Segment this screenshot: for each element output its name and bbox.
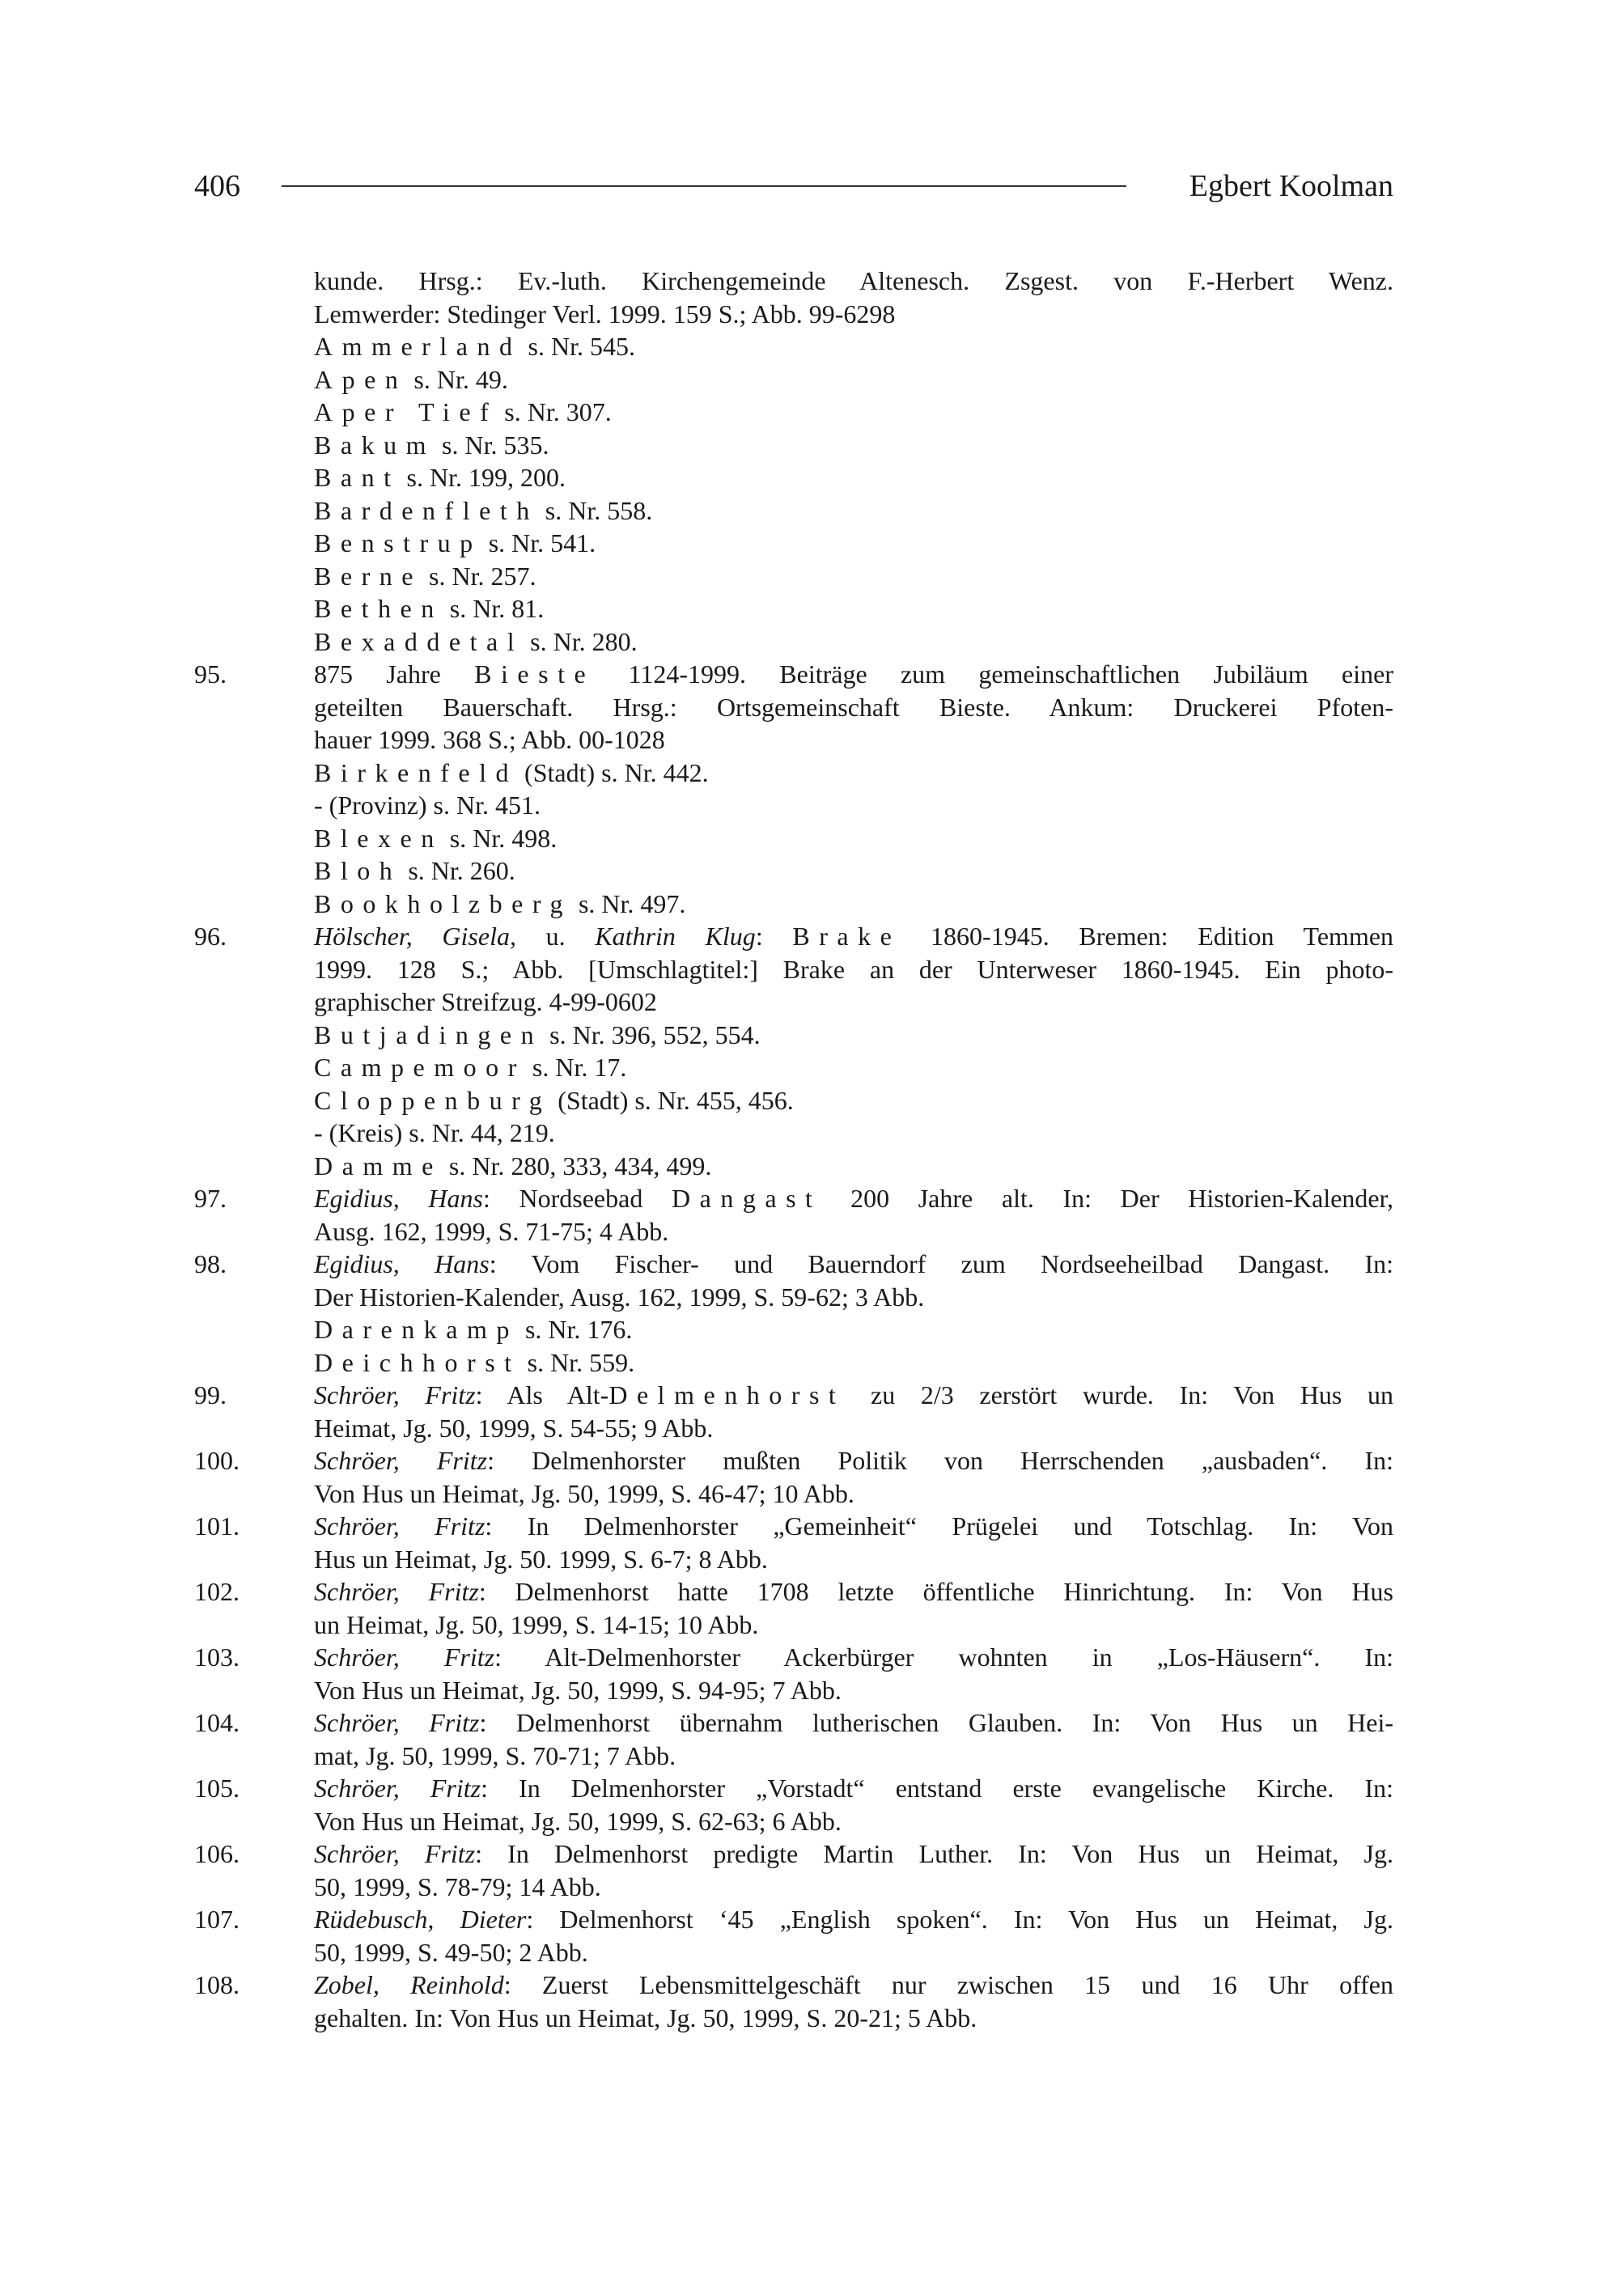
entry-number: 100. — [194, 1446, 240, 1475]
entry-line-numbered — [194, 1706, 1393, 1740]
entry-number: 101. — [194, 1511, 240, 1541]
entry-line — [194, 494, 1393, 528]
author-name: Schröer, Fritz — [314, 1642, 495, 1672]
text-segment: Von Hus un Heimat, Jg. 50, 1999, S. 46-47; 10 Abb. — [314, 1478, 854, 1508]
place-keyword: Cloppenburg — [314, 1085, 552, 1115]
entry-line — [194, 1871, 1393, 1904]
text-segment: : In Delmenhorst predigte Martin Luther. In: Von Hus un Heimat, Jg. — [475, 1839, 1394, 1868]
place-keyword: Delmenhorst — [608, 1380, 846, 1409]
entry-text — [314, 494, 1393, 528]
text-segment: s. Nr. 257. — [422, 561, 536, 591]
text-segment: Heimat, Jg. 50, 1999, S. 54-55; 9 Abb. — [314, 1413, 714, 1443]
entry-number: 98. — [194, 1249, 227, 1278]
entry-text — [314, 2002, 1393, 2035]
entry-text — [314, 920, 1393, 953]
place-keyword: Brake — [792, 922, 901, 951]
entry-text — [314, 1969, 1393, 2002]
place-keyword: Damme — [314, 1151, 443, 1180]
entry-line — [194, 2002, 1393, 2035]
text-segment: s. Nr. 176. — [518, 1315, 633, 1344]
text-segment: - (Provinz) s. Nr. 451. — [314, 790, 541, 820]
text-segment: 875 Jahre — [314, 659, 475, 689]
place-keyword: Blexen — [314, 823, 443, 853]
entry-line-numbered — [194, 1903, 1393, 1936]
place-keyword: Berne — [314, 561, 423, 591]
author-name: Schröer, Fritz — [314, 1839, 476, 1868]
entry-line — [194, 1215, 1393, 1248]
place-keyword: Aper Tief — [314, 397, 498, 426]
entry-text — [314, 822, 1393, 855]
entry-text — [314, 658, 1393, 691]
entry-number: 106. — [194, 1839, 240, 1868]
text-segment: gehalten. In: Von Hus un Heimat, Jg. 50, 1999, S. 20-21; 5 Abb. — [314, 2003, 977, 2032]
text-segment: s. Nr. 260. — [401, 856, 515, 885]
text-segment: Der Historien-Kalender, Ausg. 162, 1999, S. 59-62; 3 Abb. — [314, 1282, 925, 1312]
entry-text — [314, 592, 1393, 625]
text-segment: s. Nr. 199, 200. — [400, 463, 566, 492]
text-segment: hauer 1999. 368 S.; Abb. 00-1028 — [314, 725, 665, 754]
entry-line — [194, 888, 1393, 921]
entry-text — [314, 757, 1393, 790]
place-keyword: Bethen — [314, 594, 443, 623]
entry-line — [194, 429, 1393, 462]
entry-text — [314, 1412, 1393, 1445]
header-rule — [282, 185, 1126, 187]
text-segment: s. Nr. 558. — [538, 495, 653, 525]
text-segment: : — [755, 922, 793, 951]
text-segment: s. Nr. 17. — [525, 1053, 627, 1082]
text-segment: 1124-1999. Beiträge zum gemeinschaftlichen Jubiläum einer — [595, 659, 1394, 689]
text-segment: geteilten Bauerschaft. Hrsg.: Ortsgemeinschaft Bieste. Ankum: Druckerei Pfoten- — [314, 692, 1393, 722]
entry-text — [314, 1051, 1393, 1084]
entry-line-numbered — [194, 1837, 1393, 1871]
place-keyword: Birkenfeld — [314, 757, 519, 787]
entry-text — [314, 1837, 1393, 1871]
entry-line — [194, 461, 1393, 494]
entry-line-numbered — [194, 1575, 1393, 1608]
text-segment: : Delmenhorst übernahm lutherischen Glauben. In: Von Hus un Hei- — [479, 1708, 1393, 1737]
text-segment: - (Kreis) s. Nr. 44, 219. — [314, 1118, 555, 1147]
entry-text — [314, 1510, 1393, 1543]
entry-number: 105. — [194, 1774, 240, 1803]
entry-line — [194, 789, 1393, 822]
entry-line — [194, 985, 1393, 1019]
text-segment: s. Nr. 396, 552, 554. — [543, 1019, 761, 1049]
entry-text — [314, 985, 1393, 1019]
text-segment: s. Nr. 559. — [520, 1347, 635, 1377]
author-name: Schröer, Fritz — [314, 1511, 486, 1541]
entry-number: 97. — [194, 1184, 227, 1213]
entry-number: 95. — [194, 659, 227, 689]
text-segment: Ausg. 162, 1999, S. 71-75; 4 Abb. — [314, 1216, 669, 1246]
running-head-author: Egbert Koolman — [1189, 169, 1393, 203]
place-keyword: Ammerland — [314, 332, 522, 361]
entry-text — [314, 1248, 1393, 1281]
place-keyword: Benstrup — [314, 528, 482, 557]
text-segment: : In Delmenhorster „Gemeinheit“ Prügelei und Totschlag. In: Von — [485, 1511, 1394, 1541]
place-keyword: Campemoor — [314, 1053, 526, 1082]
entry-line-numbered — [194, 1641, 1393, 1674]
text-segment: 50, 1999, S. 49-50; 2 Abb. — [314, 1937, 588, 1967]
entry-line — [194, 1412, 1393, 1445]
author-name: Zobel, Reinhold — [314, 1970, 504, 1999]
entry-line — [194, 330, 1393, 363]
text-segment: (Stadt) s. Nr. 455, 456. — [551, 1085, 794, 1115]
place-keyword: Bookholzberg — [314, 888, 572, 918]
text-segment: : Alt-Delmenhorster Ackerbürger wohnten in „Los-Häusern“. In: — [494, 1642, 1394, 1672]
entry-line — [194, 691, 1393, 724]
entry-text — [314, 854, 1393, 888]
running-header — [194, 162, 1393, 210]
entry-line — [194, 854, 1393, 888]
entry-line — [194, 1117, 1393, 1150]
text-segment: : Als Alt- — [475, 1380, 609, 1409]
entry-text — [314, 265, 1393, 298]
entry-line-numbered — [194, 1510, 1393, 1543]
text-segment: s. Nr. 81. — [443, 594, 545, 623]
entry-text — [314, 1215, 1393, 1248]
entry-number: 104. — [194, 1708, 240, 1737]
text-segment: kunde. Hrsg.: Ev.-luth. Kirchengemeinde Altenesch. Zsgest. von F.-Herbert Wenz. — [314, 266, 1393, 295]
entry-text — [314, 1150, 1393, 1183]
author-name: Schröer, Fritz — [314, 1446, 488, 1475]
entry-text — [314, 625, 1393, 659]
entry-line — [194, 625, 1393, 659]
entry-text — [314, 953, 1393, 986]
text-segment: Von Hus un Heimat, Jg. 50, 1999, S. 62-63; 6 Abb. — [314, 1806, 842, 1836]
entry-text — [314, 1346, 1393, 1380]
text-segment: 50, 1999, S. 78-79; 14 Abb. — [314, 1871, 601, 1901]
entry-line — [194, 1477, 1393, 1511]
text-segment: : Delmenhorst hatte 1708 letzte öffentliche Hinrichtung. In: Von Hus — [478, 1577, 1394, 1606]
entry-line — [194, 1805, 1393, 1838]
place-keyword: Darenkamp — [314, 1315, 519, 1344]
text-segment: 1860-1945. Bremen: Edition Temmen — [901, 922, 1394, 951]
entry-text — [314, 888, 1393, 921]
entry-line — [194, 1674, 1393, 1707]
entry-text — [314, 1674, 1393, 1707]
entry-text — [314, 560, 1393, 593]
entry-text — [314, 1608, 1393, 1642]
entry-text — [314, 1575, 1393, 1608]
entry-number: 107. — [194, 1905, 240, 1934]
entry-text — [314, 1641, 1393, 1674]
text-segment: s. Nr. 535. — [435, 430, 549, 460]
entry-text — [314, 429, 1393, 462]
entry-text — [314, 1706, 1393, 1740]
text-segment: 1999. 128 S.; Abb. [Umschlagtitel:] Brake an der Unterweser 1860-1945. Ein photo- — [314, 954, 1393, 984]
author-name: Schröer, Fritz — [314, 1774, 481, 1803]
text-segment: (Stadt) s. Nr. 442. — [518, 757, 709, 787]
entry-text — [314, 1740, 1393, 1773]
entry-line — [194, 1281, 1393, 1314]
text-segment: mat, Jg. 50, 1999, S. 70-71; 7 Abb. — [314, 1740, 676, 1770]
page-number: 406 — [194, 169, 240, 203]
entry-text — [314, 723, 1393, 757]
text-segment: zu 2/3 zerstört wurde. In: Von Hus un — [845, 1380, 1394, 1409]
text-segment: graphischer Streifzug. 4-99-0602 — [314, 987, 657, 1016]
place-keyword: Bant — [314, 463, 401, 492]
entry-text — [314, 1444, 1393, 1477]
entry-line — [194, 363, 1393, 396]
entry-line — [194, 1543, 1393, 1576]
entry-text — [314, 1477, 1393, 1511]
entry-line — [194, 1313, 1393, 1346]
text-segment: : Delmenhorster mußten Politik von Herrschenden „ausbaden“. In: — [487, 1446, 1394, 1475]
entry-line — [194, 560, 1393, 593]
entry-line — [194, 592, 1393, 625]
entry-number: 103. — [194, 1642, 240, 1672]
text-segment: un Heimat, Jg. 50, 1999, S. 14-15; 10 Abb. — [314, 1609, 759, 1639]
entry-text — [314, 1903, 1393, 1936]
entry-text — [314, 1772, 1393, 1805]
entry-text — [314, 1313, 1393, 1346]
text-segment: : Delmenhorst ‘45 „English spoken“. In: Von Hus un Heimat, Jg. — [526, 1905, 1394, 1934]
entry-text — [314, 1281, 1393, 1314]
place-keyword: Bexaddetal — [314, 626, 524, 656]
entry-line-numbered — [194, 1379, 1393, 1412]
place-keyword: Apen — [314, 364, 408, 394]
entry-line — [194, 1608, 1393, 1642]
text-segment: Von Hus un Heimat, Jg. 50, 1999, S. 94-95; 7 Abb. — [314, 1675, 842, 1705]
place-keyword: Deichhorst — [314, 1347, 521, 1377]
entry-text — [314, 363, 1393, 396]
place-keyword: Bardenfleth — [314, 495, 539, 525]
entry-number: 96. — [194, 922, 227, 951]
entry-text — [314, 789, 1393, 822]
entry-text — [314, 1379, 1393, 1412]
entry-text — [314, 1871, 1393, 1904]
text-segment: s. Nr. 497. — [571, 888, 686, 918]
entry-line — [194, 265, 1393, 298]
text-segment: s. Nr. 49. — [407, 364, 508, 394]
entry-line — [194, 1740, 1393, 1773]
text-segment: Hus un Heimat, Jg. 50. 1999, S. 6-7; 8 Abb. — [314, 1544, 768, 1574]
text-segment: : In Delmenhorster „Vorstadt“ entstand erste evangelische Kirche. In: — [481, 1774, 1394, 1803]
entry-line — [194, 822, 1393, 855]
entry-line-numbered — [194, 920, 1393, 953]
entry-line — [194, 953, 1393, 986]
entry-number: 99. — [194, 1380, 227, 1409]
entry-text — [314, 1805, 1393, 1838]
bibliography-list — [194, 265, 1393, 2034]
author-name: Egidius, Hans — [314, 1184, 483, 1213]
entry-line — [194, 527, 1393, 560]
entry-text — [314, 1543, 1393, 1576]
entry-number: 108. — [194, 1970, 240, 1999]
author-name: Schröer, Fritz — [314, 1380, 476, 1409]
entry-line-numbered — [194, 1248, 1393, 1281]
entry-text — [314, 298, 1393, 331]
entry-line — [194, 723, 1393, 757]
place-keyword: Dangast — [671, 1184, 822, 1213]
entry-text — [314, 1182, 1393, 1215]
text-segment: s. Nr. 280. — [524, 626, 638, 656]
author-name: Kathrin Klug — [595, 922, 756, 951]
entry-text — [314, 1084, 1393, 1117]
text-segment: u. — [515, 922, 596, 951]
author-name: Egidius, Hans — [314, 1249, 490, 1278]
entry-line — [194, 1936, 1393, 1969]
entry-line-numbered — [194, 658, 1393, 691]
entry-text — [314, 330, 1393, 363]
text-segment: s. Nr. 280, 333, 434, 499. — [442, 1151, 712, 1180]
text-segment: s. Nr. 498. — [443, 823, 558, 853]
text-segment: Lemwerder: Stedinger Verl. 1999. 159 S.; Abb. 99-6298 — [314, 299, 896, 328]
entry-line — [194, 298, 1393, 331]
entry-line — [194, 757, 1393, 790]
author-name: Hölscher, Gisela, — [314, 922, 516, 951]
text-segment: s. Nr. 541. — [481, 528, 596, 557]
entry-line — [194, 1346, 1393, 1380]
entry-text — [314, 1019, 1393, 1052]
entry-line-numbered — [194, 1444, 1393, 1477]
entry-text — [314, 527, 1393, 560]
text-segment: : Zuerst Lebensmittelgeschäft nur zwischen 15 und 16 Uhr offen — [503, 1970, 1394, 1999]
text-segment: s. Nr. 545. — [521, 332, 635, 361]
entry-line-numbered — [194, 1182, 1393, 1215]
entry-text — [314, 1117, 1393, 1150]
entry-line — [194, 1019, 1393, 1052]
text-segment: 200 Jahre alt. In: Der Historien-Kalender, — [821, 1184, 1394, 1213]
author-name: Schröer, Fritz — [314, 1708, 480, 1737]
entry-text — [314, 461, 1393, 494]
entry-line-numbered — [194, 1969, 1393, 2002]
author-name: Schröer, Fritz — [314, 1577, 479, 1606]
text-segment: s. Nr. 307. — [498, 397, 612, 426]
author-name: Rüdebusch, Dieter — [314, 1905, 527, 1934]
entry-text — [314, 396, 1393, 429]
place-keyword: Bieste — [474, 659, 596, 689]
entry-line-numbered — [194, 1772, 1393, 1805]
entry-text — [314, 691, 1393, 724]
place-keyword: Bakum — [314, 430, 436, 460]
entry-line — [194, 1084, 1393, 1117]
entry-line — [194, 396, 1393, 429]
entry-text — [314, 1936, 1393, 1969]
text-segment: : Vom Fischer- und Bauerndorf zum Nordseeheilbad Dangast. In: — [489, 1249, 1394, 1278]
place-keyword: Butjadingen — [314, 1019, 544, 1049]
place-keyword: Bloh — [314, 856, 402, 885]
entry-line — [194, 1150, 1393, 1183]
text-segment: : Nordseebad — [482, 1184, 672, 1213]
entry-number: 102. — [194, 1577, 240, 1606]
entry-line — [194, 1051, 1393, 1084]
